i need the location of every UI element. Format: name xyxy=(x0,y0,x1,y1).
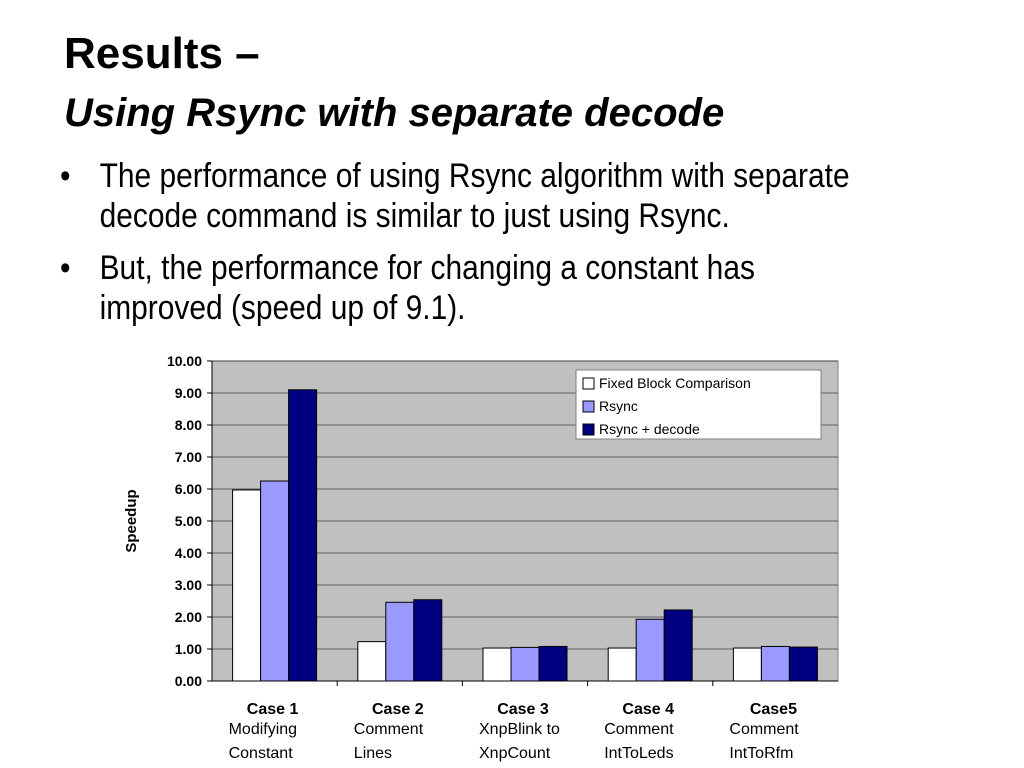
x-tick-sublabel: XnpBlink to xyxy=(479,721,560,738)
slide-title: Results – xyxy=(64,29,260,78)
y-tick-label: 1.00 xyxy=(174,641,202,657)
y-tick-label: 9.00 xyxy=(174,385,202,401)
bar xyxy=(233,490,261,681)
y-tick-label: 6.00 xyxy=(174,481,202,497)
bar xyxy=(608,648,636,681)
y-axis-title: Speedup xyxy=(123,489,140,553)
bullet-text: The performance of using Rsync algorithm with separate decode command is similar to just using Rsync. xyxy=(99,157,850,235)
x-tick-sublabel: IntToLeds xyxy=(604,745,674,762)
x-tick-label: Case 4 xyxy=(622,701,674,718)
bar xyxy=(733,648,761,681)
y-tick-label: 3.00 xyxy=(174,577,202,593)
legend-label: Rsync xyxy=(599,398,638,414)
x-tick-sublabel: XnpCount xyxy=(479,745,551,762)
legend-swatch xyxy=(583,378,594,389)
y-tick-label: 7.00 xyxy=(174,449,202,465)
bullet-symbol: • xyxy=(60,249,71,287)
legend-label: Fixed Block Comparison xyxy=(599,375,751,391)
bar xyxy=(261,481,289,681)
x-tick-label: Case 1 xyxy=(246,701,299,718)
y-tick-label: 10.00 xyxy=(166,353,202,369)
y-tick-label: 4.00 xyxy=(174,545,202,561)
bar xyxy=(483,648,511,681)
x-tick-sublabel: Comment xyxy=(604,721,674,738)
x-tick-sublabel: Constant xyxy=(228,745,293,762)
bar xyxy=(358,642,386,681)
slide-subtitle: Using Rsync with separate decode xyxy=(64,91,725,135)
x-tick-sublabel: Comment xyxy=(729,721,799,738)
y-tick-label: 8.00 xyxy=(174,417,202,433)
legend-swatch xyxy=(583,401,594,412)
x-tick-sublabel: Comment xyxy=(353,721,424,738)
legend-label: Rsync + decode xyxy=(599,421,700,437)
bar xyxy=(761,646,789,681)
bar xyxy=(789,647,817,681)
x-tick-sublabel: IntToRfm xyxy=(729,745,794,762)
y-tick-label: 0.00 xyxy=(174,673,202,689)
x-tick-label: Case 3 xyxy=(497,701,549,718)
x-tick-label: Case 2 xyxy=(372,701,424,718)
bullet-text: But, the performance for changing a constant has improved (speed up of 9.1). xyxy=(99,249,755,327)
bar xyxy=(289,390,317,681)
bullet-symbol: • xyxy=(60,157,71,195)
legend-swatch xyxy=(583,424,594,435)
x-tick-label: Case5 xyxy=(749,701,797,718)
bar xyxy=(511,647,539,681)
bar xyxy=(414,600,442,681)
bar xyxy=(636,619,664,681)
x-tick-sublabel: Lines xyxy=(353,745,393,762)
bar xyxy=(386,602,414,681)
y-tick-label: 5.00 xyxy=(174,513,202,529)
bar xyxy=(664,610,692,681)
bar xyxy=(539,646,567,681)
x-tick-sublabel: Modifying xyxy=(228,721,298,738)
y-tick-label: 2.00 xyxy=(174,609,202,625)
